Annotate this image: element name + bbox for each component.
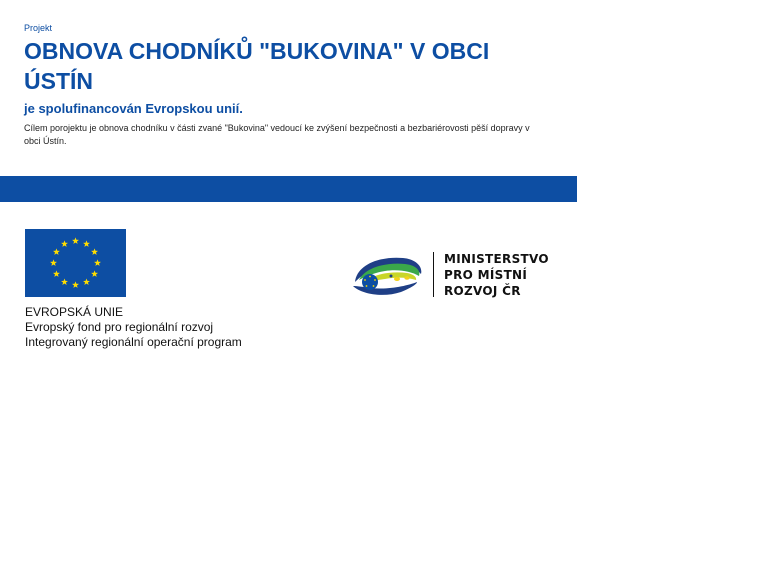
ministry-logo-icon [351,252,427,298]
ministry-text-block [444,251,549,299]
page-title: OBNOVA CHODNÍKŮ "BUKOVINA" V OBCI ÚSTÍN [24,38,490,94]
project-label: Projekt [24,23,53,33]
eu-text-block [25,305,242,350]
ministry-line-3: ROZVOJ ČR [444,284,521,298]
ministry-line-1: MINISTERSTVO [444,252,549,266]
brand-band [0,176,577,202]
eu-line-fund: Evropský fond pro regionální rozvoj [25,320,214,334]
eu-flag-icon [25,229,126,297]
ministry-divider [433,252,434,297]
eu-line-program: Integrovaný regionální operační program [25,335,242,349]
eu-line-union: EVROPSKÁ UNIE [25,305,124,319]
project-description: Cílem porojektu je obnova chodníku v části zvané "Bukovina" vedoucí ke zvýšení bezpečnosti a bezbariérovosti pěší dopravy v obci Ústín. [24,123,530,146]
ministry-line-2: PRO MÍSTNÍ [444,268,528,282]
cofinanced-subtitle: je spolufinancován Evropskou unií. [24,101,243,116]
